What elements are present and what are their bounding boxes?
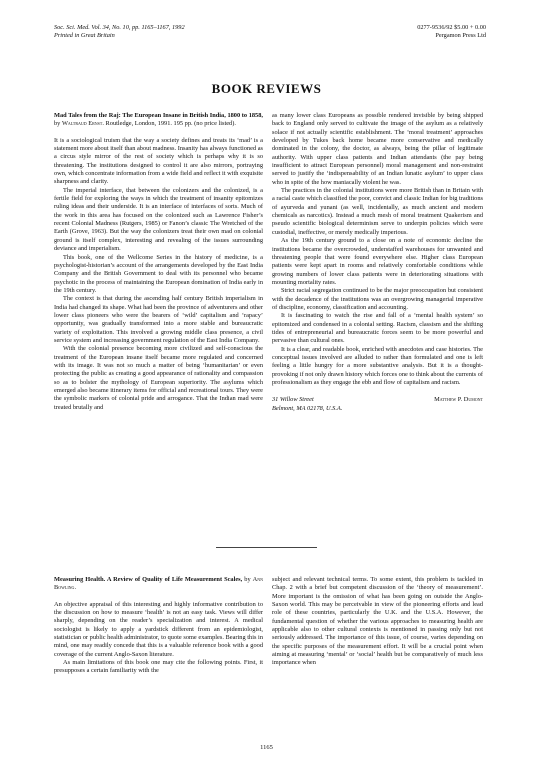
review1-signature [272,396,483,413]
review1-author: Waltraud Ernst. [61,120,104,128]
review2-heading [54,576,263,593]
review2-author: Ann Bowling. [54,576,264,592]
review1-left-column [54,112,263,412]
review2-title: Measuring Health. A Review of Quality of Life Measurement Scales, [54,576,243,583]
review2-paragraph: An objective appraisal of this interesting and highly informative contribution to the discussion on how to measure ‘health’ is not an easy task. Views will differ sharply, depending on the reader’s specialization and interest. A medical sociologist is likely to apply a yardstick different from an epidemiologist, statistician or public health administrator, to quote some examples. Bearing this in mind, one may readily concede that this is a valuable reference book with a good coverage of the current Anglo-Saxon literature. [54,600,263,658]
review1-right-column [272,112,483,413]
review1-title: Mad Tales from the Raj: The European Insane in British India, 1800 to 1858, [54,112,263,119]
review2-left-column [54,576,263,676]
journal-header-left [54,24,185,40]
review1-paragraph: It is a sociological truism that the way a society defines and treats its ‘mad’ is a statement more about itself than about madness. Insanity has always functioned as a circus style mirror of the rest of society which is perhaps why it is so threatening. The institutions designed to control it are also mirrors, portraying own, which concentrate information from a wide field and reflect it with exquisite sharpness and clarity. [54,136,263,186]
review1-by: by [54,120,61,128]
review1-paragraph: The imperial interface, that between the colonizers and the colonized, is a fertile field for exploring the ways in which the treatment of insanity epitomizes ruling ideas and their underside. It is an interface of interfaces of sorts. Much of the work in this area has focused on the colonized such as Lawrence Fisher’s recent Colonial Madness (Rutgers, 1985) or Fanon’s classic The Wretched of the Earth (Grove, 1963). But the way the colonizers treat their own mad on colonial ground is itself complex, interesting and revealing of the issues surrounding deviance and imperialism. [54,186,263,253]
reviewer-name: Matthew P. Dumont [434,396,483,404]
journal-header-right [417,24,486,40]
review1-paragraph: This book, one of the Wellcome Series in the history of medicine, is a psychologist-historian’s account of the arrangements developed by the East India Company and the British Government to deal with its personnel who became psychotic in the process of maintaining the European domination of India early in the 19th century. [54,253,263,294]
review1-paragraph: Strict racial segregation continued to be the major preoccupation but consistent with the decadence of the institutions was an overgrowing managerial imperative of discipline, economy, classification and accounting. [272,287,483,311]
review1-heading [54,112,263,129]
review1-paragraph: The context is that during the ascending half century British imperialism in India had changed its shape. What had been the province of adventurers and other lower class pioneers who were the bearers of ‘wild’ capitalism and ‘rapacy’ opportunity, was gradually transformed into a more stable and bureaucratic variety of exploitation. This involved a growing middle class presence, a civil service system and increasing government regulation of the East India Company. [54,295,263,344]
review1-paragraph: as many lower class Europeans as possible rendered invisible by being shipped back to England only served to cultivate the image of the asylum as a relatively solace if not actually scientific establishment. The ‘moral treatment’ approaches developed by Tukes back home became more conservative and medically dominated in the colony, the doctor, as always, being the pillar of legitimate authority. With upper class patients and Indian attendants (the pay being insufficient to attract European personnel) moral management and non-restraint served to justify the ‘indispensability of an Indian lunatic asylum’ to upper class who in spite of the how maniacally violent he was. [272,112,483,186]
review1-publisher: Routledge, London, 1991. 195 pp. (no price listed). [105,120,236,128]
section-title: BOOK REVIEWS [211,81,322,96]
review1-paragraph: As the 19th century ground to a close on a note of economic decline the institutions became the overcrowded, understaffed warehouses for unwanted and threatening people that were found everywhere else. Higher class European patients were kept apart in rooms and relatively comfortable conditions while growing numbers of lower class patients were in deteriorating situations with mounting mortality rates. [272,237,483,286]
publisher: Pergamon Press Ltd [435,32,486,39]
separator-rule [216,547,317,548]
journal-citation: Soc. Sci. Med. Vol. 34, No. 10, pp. 1165–1167, 1992 [54,24,185,31]
review2-paragraph: As main limitations of this book one may cite the following points. First, it presupposes a certain familiarity with the [54,659,263,675]
review1-paragraph: The practices in the colonial institutions were more British than in Britain with a racial caste which classified the poor, convict and classic Indian for big traditions of ayurveda and yunani (as well, incidentally, as much ancient and modern chemicals as narcotics). Instead a much mesh of moral treatment Quakerism and pseudo scientific biological determinism serve to underpin policies which were custodial, ineffective, or merely medically imperious. [272,187,483,236]
review1-paragraph: With the colonial presence becoming more civilized and self-conscious the treatment of the European insane itself became more regulated and concerned with its image. It was not so much a matter of being ‘humanitarian’ or even protecting the public as creating a good appearance of rationality and compassion so as to bolster the mythology of European superiority. The asylums which emerged also became itinerary items for official and recreational tours. They were the symbolic markers of colonial pride and arrogance. That the Indian mad were treated brutally and [54,345,263,411]
reviewer-address: 31 Willow Street Belmont, MA 02178, U.S.A. [272,396,343,412]
review2-paragraph: subject and relevant technical terms. To some extent, this problem is tackled in Chap. 2 with a brief but competent discussion of the ‘theory of measurement’. More important is the omission of what has been going on outside the Anglo-Saxon world. This may be perceivable in view of the pioneering efforts and lead role of these countries, particularly the U.K. and the U.S.A. However, the fundamental question of whether the various approaches to measuring health are applicable also to other cultural contexts is mentioned in passing only but not seriously addressed. The importance of this issue, of course, varies depending on the specific purposes of the measurement effort. It will be a crucial point when aiming at measuring ‘mental’ or ‘social’ health but be comparatively of much less importance when [272,576,483,667]
review1-paragraph: It is a clear, and readable book, enriched with anecdotes and case histories. The conceptual issues involved are alluded to rather than formulated and one is left feeling a little hungry for a more substantive analysis. But it is a thought-provoking if not only drawn history which forces one to think about the currents of professionalism as they engage the ebb and flow of capitalism and racism. [272,345,483,386]
printed-in: Printed in Great Britain [54,32,115,39]
review1-paragraph: It is fascinating to watch the rise and fall of a ‘mental health system’ so epitomized and condensed in a colonial setting. Racism, classism and the shifting tides of entrepreneurial and bureaucratic forces seem to be more powerful and pervasive than cultural ones. [272,312,483,345]
review2-right-column [272,576,483,668]
journal-code: 0277-9536/92 $5.00 + 0.00 [417,24,486,31]
review2-by: by [244,576,251,583]
page-number: 1165 [260,744,273,751]
